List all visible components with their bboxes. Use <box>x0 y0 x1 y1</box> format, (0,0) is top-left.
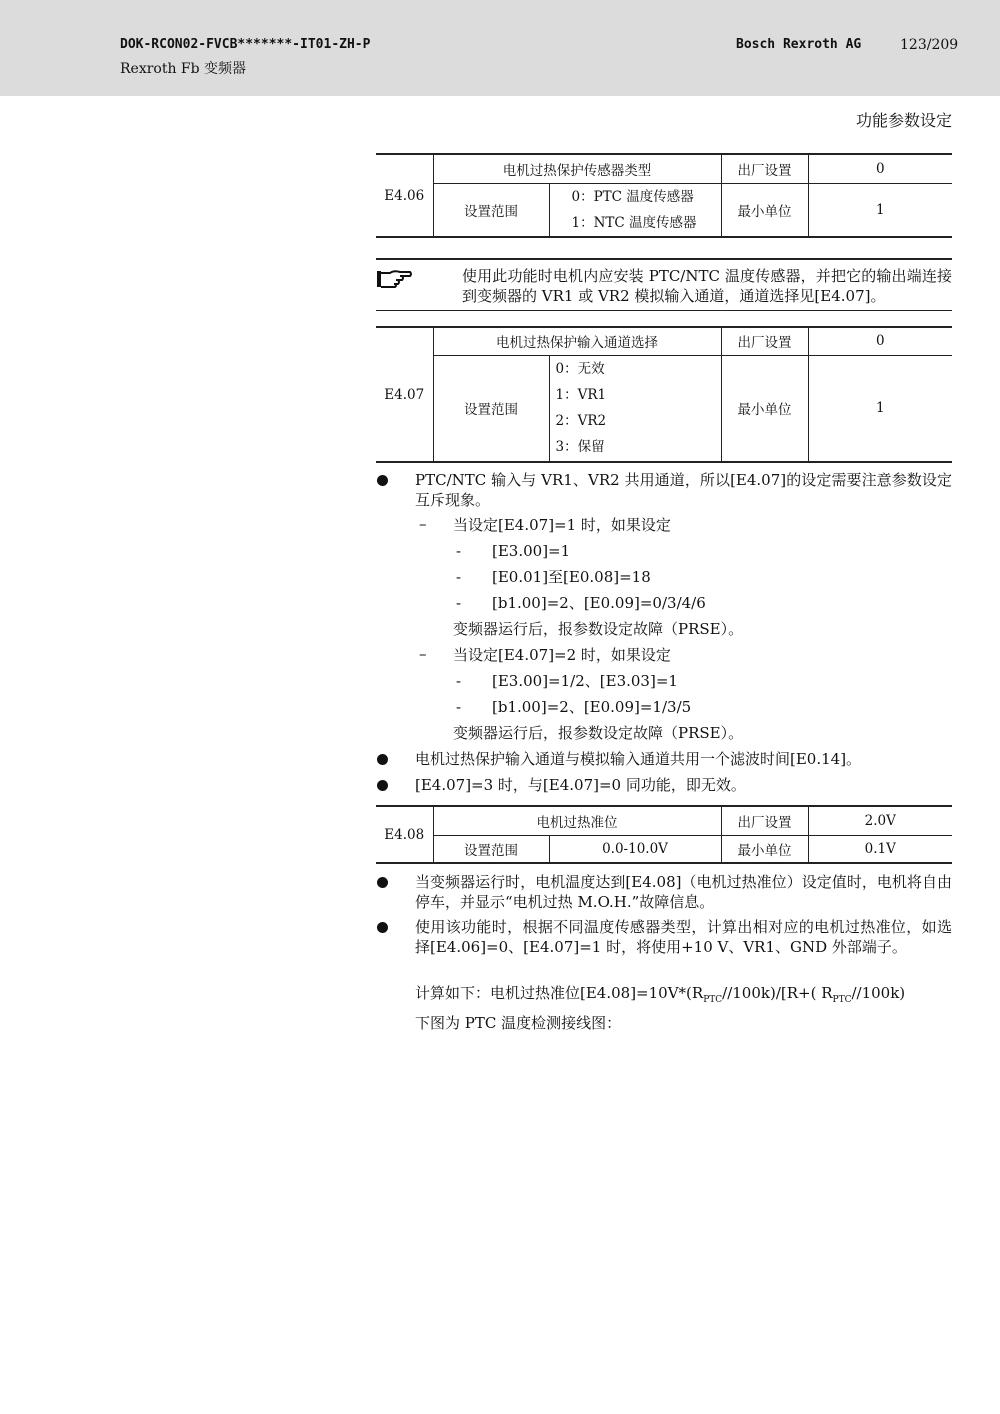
range-option: 1：VR1 <box>555 387 607 404</box>
range-options <box>549 355 721 462</box>
sub-item: 当设定[E4.07]=2 时，如果设定 <box>453 646 671 664</box>
unit-value: 1 <box>808 183 952 237</box>
factory-label: 出厂设置 <box>721 154 808 183</box>
param-table-e408 <box>376 805 952 864</box>
unit-label: 最小单位 <box>721 183 808 237</box>
note-box <box>376 258 952 311</box>
param-code: E4.08 <box>376 806 433 863</box>
factory-value: 0 <box>808 327 952 355</box>
result-text: 变频器运行后，报参数设定故障（PRSE）。 <box>453 724 744 742</box>
bullet-text: 电机过热保护输入通道与模拟输入通道共用一个滤波时间[E0.14]。 <box>415 750 862 768</box>
bullet-text: 使用该功能时，根据不同温度传感器类型，计算出相对应的电机过热准位，如选择[E4.06]=0、[E4.07]=1 时，将使用+10 V、VR1、GND 外部端子。 <box>415 918 952 956</box>
range-options <box>549 183 721 237</box>
formula-subscript: PTC <box>832 995 852 1005</box>
page-header <box>0 0 1000 96</box>
range-option: 3：保留 <box>555 439 605 456</box>
bullet-icon <box>377 475 388 486</box>
range-value: 0.0-10.0V <box>549 835 721 863</box>
figure-caption: 下图为 PTC 温度检测接线图： <box>415 1014 622 1032</box>
dash-icon: – <box>419 645 427 663</box>
bullet-icon <box>377 780 388 791</box>
range-option: 0：PTC 温度传感器 <box>571 188 694 205</box>
dash-icon: - <box>456 672 462 690</box>
param-name: 电机过热准位 <box>433 806 721 835</box>
note-text: 使用此功能时电机内应安装 PTC/NTC 温度传感器，并把它的输出端连接到变频器的 VR1 或 VR2 模拟输入通道，通道选择见[E4.07]。 <box>462 267 952 305</box>
sub-sub-item: [E0.01]至[E0.08]=18 <box>492 568 651 586</box>
dash-icon: - <box>456 542 462 560</box>
bullet-icon <box>377 754 388 765</box>
bullet-text: 当变频器运行时，电机温度达到[E4.08]（电机过热准位）设定值时，电机将自由停车，并显示“电机过热 M.O.H.”故障信息。 <box>415 873 952 911</box>
sub-sub-item: [b1.00]=2、[E0.09]=0/3/4/6 <box>492 594 706 612</box>
range-label: 设置范围 <box>433 835 549 863</box>
range-label: 设置范围 <box>433 183 549 237</box>
sub-item: 当设定[E4.07]=1 时，如果设定 <box>453 516 671 534</box>
param-code: E4.06 <box>376 154 433 237</box>
result-text: 变频器运行后，报参数设定故障（PRSE）。 <box>453 620 744 638</box>
pointing-hand-icon <box>376 268 412 290</box>
factory-label: 出厂设置 <box>721 806 808 835</box>
formula-part: //100k) <box>851 984 906 1002</box>
range-label: 设置范围 <box>433 355 549 462</box>
bullet-text: [E4.07]=3 时，与[E4.07]=0 同功能，即无效。 <box>415 776 746 794</box>
factory-label: 出厂设置 <box>721 327 808 355</box>
sub-sub-item: [E3.00]=1/2、[E3.03]=1 <box>492 672 678 690</box>
formula-part: 计算如下：电机过热准位[E4.08]=10V*(R <box>415 984 704 1002</box>
page-number: 123/209 <box>900 37 959 53</box>
dash-icon: - <box>456 568 462 586</box>
sub-sub-item: [b1.00]=2、[E0.09]=1/3/5 <box>492 698 692 716</box>
formula-part: //100k)/[R+( R <box>722 984 833 1002</box>
unit-value: 1 <box>808 355 952 462</box>
calculation-formula <box>415 983 905 1010</box>
dash-icon: – <box>419 515 427 533</box>
document-id: DOK-RCON02-FVCB*******-IT01-ZH-P <box>120 37 371 52</box>
bullet-text: PTC/NTC 输入与 VR1、VR2 共用通道，所以[E4.07]的设定需要注意参数设定互斥现象。 <box>415 471 952 509</box>
range-option: 2：VR2 <box>555 413 607 430</box>
dash-icon: - <box>456 594 462 612</box>
factory-value: 2.0V <box>808 806 952 835</box>
formula-subscript: PTC <box>703 995 723 1005</box>
document-subtitle: Rexroth Fb 变频器 <box>120 61 247 77</box>
param-name: 电机过热保护传感器类型 <box>433 154 721 183</box>
param-name: 电机过热保护输入通道选择 <box>433 327 721 355</box>
param-table-e406 <box>376 153 952 238</box>
unit-value: 0.1V <box>808 835 952 863</box>
unit-label: 最小单位 <box>721 355 808 462</box>
unit-label: 最小单位 <box>721 835 808 863</box>
range-option: 1：NTC 温度传感器 <box>571 214 697 231</box>
bullet-icon <box>377 922 388 933</box>
company-name: Bosch Rexroth AG <box>736 37 862 52</box>
bullet-icon <box>377 877 388 888</box>
param-code: E4.07 <box>376 327 433 462</box>
section-title: 功能参数设定 <box>855 111 952 130</box>
range-option: 0：无效 <box>555 361 605 378</box>
dash-icon: - <box>456 698 462 716</box>
sub-sub-item: [E3.00]=1 <box>492 542 571 560</box>
param-table-e407 <box>376 326 952 463</box>
factory-value: 0 <box>808 154 952 183</box>
